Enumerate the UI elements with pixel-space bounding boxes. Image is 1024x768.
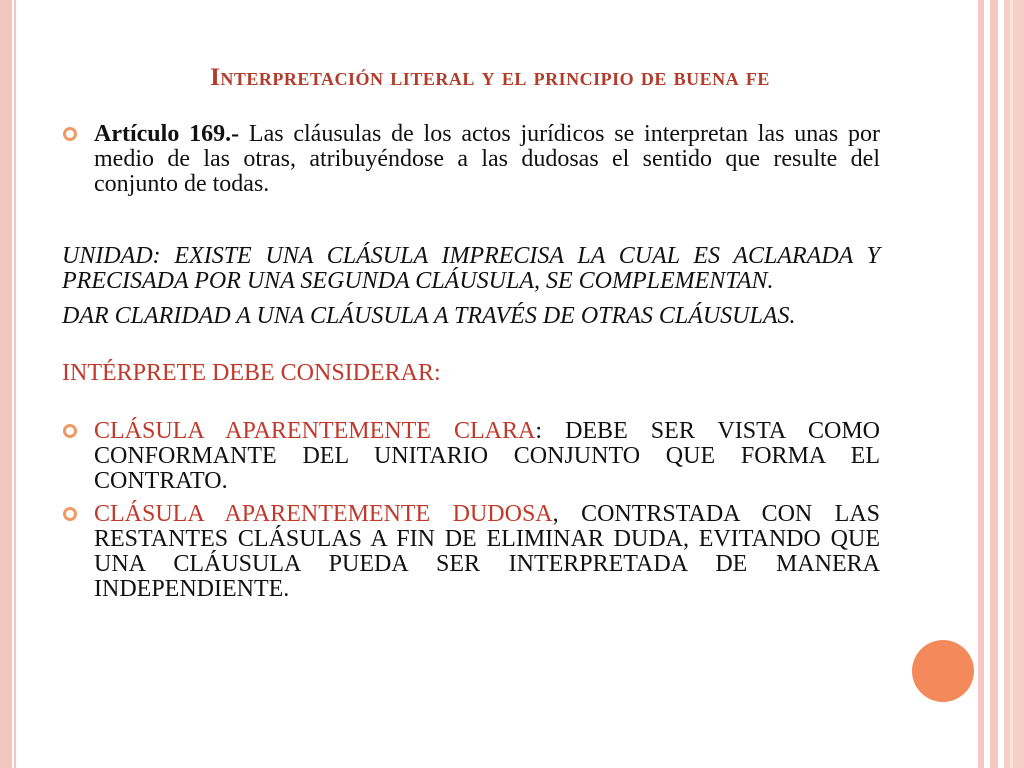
slide-body	[62, 122, 880, 602]
right-frame-stripe	[1010, 0, 1013, 768]
unidad-paragraph: UNIDAD: EXISTE UNA CLÁSULA IMPRECISA LA CUAL ES ACLARADA Y PRECISADA POR UNA SEGUNDA CLÁUSULA, SE COMPLEMENTAN.	[62, 243, 880, 294]
left-frame-line	[14, 0, 16, 768]
right-frame-stripe	[1004, 0, 1024, 768]
article-number: Artículo 169.-	[94, 121, 240, 147]
right-frame-stripe	[978, 0, 984, 768]
article-paragraph	[62, 122, 880, 197]
article-text: Las cláusulas de los actos jurídicos se interpretan las unas por medio de las otras, atribuyéndose a las dudosas el sentido que resulte del conjunto de todas.	[94, 121, 880, 197]
bullet-dudosa-label: CLÁSULA APARENTEMENTE DUDOSA	[94, 501, 553, 527]
bullet-ring-icon	[62, 126, 78, 142]
left-frame-bar	[0, 0, 12, 768]
dar-claridad-paragraph: DAR CLARIDAD A UNA CLÁUSULA A TRAVÉS DE OTRAS CLÁUSULAS.	[62, 303, 796, 329]
bullet-dudosa	[62, 502, 880, 602]
bullet-clara-text: : DEBE SER VISTA COMO CONFORMANTE DEL UNITARIO CONJUNTO QUE FORMA EL CONTRATO.	[94, 418, 880, 494]
bullet-clara-label: CLÁSULA APARENTEMENTE CLARA	[94, 418, 536, 444]
right-frame-stripe	[990, 0, 998, 768]
bullet-dudosa-text: , CONTRSTADA CON LAS RESTANTES CLÁSULAS A FIN DE ELIMINAR DUDA, EVITANDO QUE UNA CLÁUSULA PUEDA SER INTERPRETADA DE MANERA INDEPENDIENTE.	[94, 501, 881, 602]
slide-title: Interpretación literal y el principio de buena fe	[210, 64, 770, 91]
interprete-heading: INTÉRPRETE DEBE CONSIDERAR:	[62, 360, 441, 386]
bullet-clara	[62, 419, 880, 494]
decorative-circle	[912, 640, 974, 702]
bullet-ring-icon	[62, 423, 78, 439]
bullet-ring-icon	[62, 506, 78, 522]
